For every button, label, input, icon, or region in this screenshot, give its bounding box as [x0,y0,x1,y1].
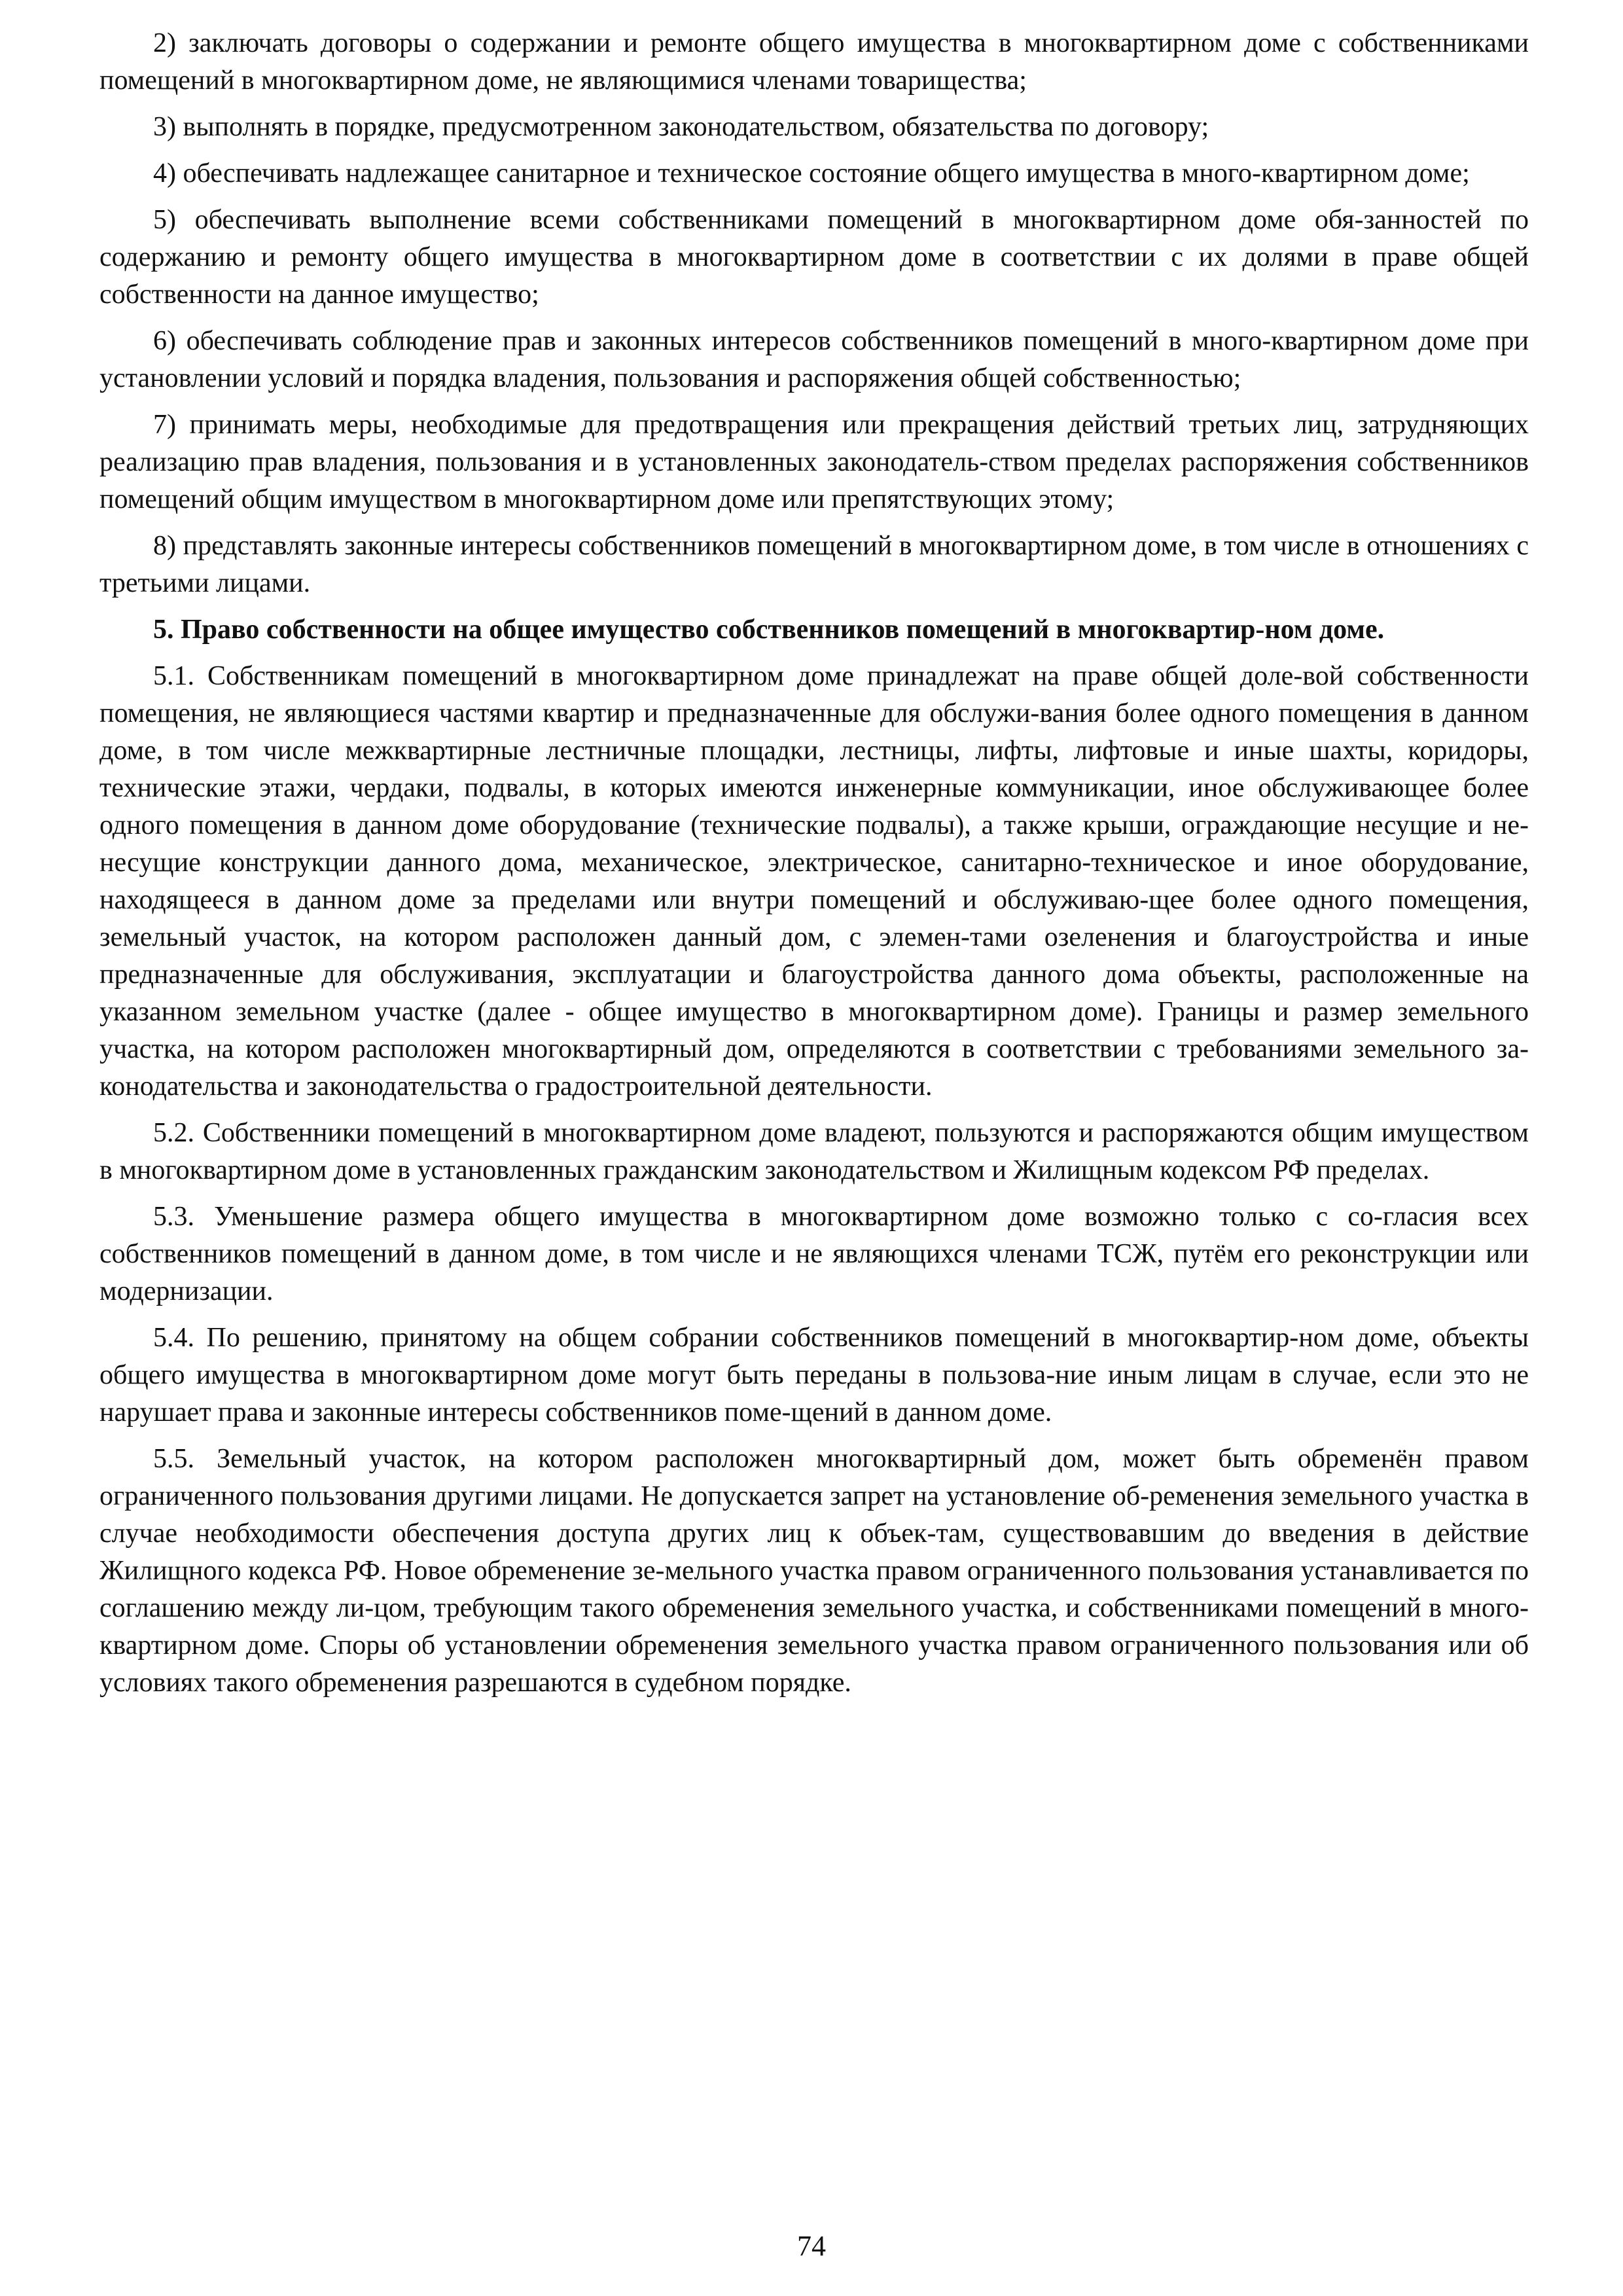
paragraph-5-4: 5.4. По решению, принятому на общем собрании собственников помещений в многоквартир-ном доме, объекты общего имущества в многоквартирном доме могут быть переданы в пользова-ние иным лицам в случае, если это не нарушает права и законные интересы собственников поме-щений в данном доме. [99,1323,1529,1427]
paragraph-item-5: 5) обеспечивать выполнение всеми собственниками помещений в многоквартирном доме обя-занностей по содержанию и ремонту общего имущества в многоквартирном доме в соответствии с их долями в праве общей собственности на данное имущество; [99,205,1529,310]
document-page [99,25,1529,1711]
paragraph-item-3: 3) выполнять в порядке, предусмотренном законодательством, обязательства по договору; [153,112,1209,142]
paragraph-5-1: 5.1. Собственникам помещений в многоквартирном доме принадлежат на праве общей доле-вой собственности помещения, не являющиеся частями квартир и предназначенные для обслужи-вания более одного помещения в данном доме, в том числе межквартирные лестничные площадки, лестницы, лифты, лифтовые и иные шахты, коридоры, технические этажи, чердаки, подвалы, в которых имеются инженерные коммуникации, иное обслуживающее более одного помещения в данном доме оборудование (технические подвалы), а также крыши, ограждающие несущие и не-несущие конструкции данного дома, механическое, электрическое, санитарно-техническое и иное оборудование, находящееся в данном доме за пределами или внутри помещений и обслуживаю-щее более одного помещения, земельный участок, на котором расположен данный дом, с элемен-тами озеленения и благоустройства и иные предназначенные для обслуживания, эксплуатации и благоустройства данного дома объекты, расположенные на указанном земельном участке (далее - общее имущество в многоквартирном доме). Границы и размер земельного участка, на котором расположен многоквартирный дом, определяются в соответствии с требованиями земельного за-конодательства и законодательства о градостроительной деятельности. [99,661,1529,1102]
paragraph-5-3: 5.3. Уменьшение размера общего имущества в многоквартирном доме возможно только с со-гласия всех собственников помещений в данном доме, в том числе и не являющихся членами ТСЖ, путём его реконструкции или модернизации. [99,1202,1529,1306]
paragraph-item-8: 8) представлять законные интересы собственников помещений в многоквартирном доме, в том числе в отношениях с третьими лицами. [99,531,1529,598]
paragraph-5-5: 5.5. Земельный участок, на котором расположен многоквартирный дом, может быть обременён правом ограниченного пользования другими лицами. Не допускается запрет на установление об-ременения земельного участка в случае необходимости обеспечения доступа других лиц к объек-там, существовавшим до введения в действие Жилищного кодекса РФ. Новое обременение зе-мельного участка правом ограниченного пользования устанавливается по соглашению между ли-цом, требующим такого обременения земельного участка, и собственниками помещений в много-квартирном доме. Споры об установлении обременения земельного участка правом ограниченного пользования или об условиях такого обременения разрешаются в судебном порядке. [99,1444,1529,1698]
page-number: 74 [797,2230,826,2262]
section-heading: 5. Право собственности на общее имущество собственников помещений в многоквартир-ном доме. [153,615,1385,645]
paragraph-item-4: 4) обеспечивать надлежащее санитарное и техническое состояние общего имущества в много-квартирном доме; [153,158,1470,188]
paragraph-item-2: 2) заключать договоры о содержании и ремонте общего имущества в многоквартирном доме с собственниками помещений в многоквартирном доме, не являющимися членами товарищества; [99,28,1529,96]
paragraph-item-6: 6) обеспечивать соблюдение прав и законных интересов собственников помещений в много-квартирном доме при установлении условий и порядка владения, пользования и распоряжения общей собственностью; [99,326,1529,393]
paragraph-item-7: 7) принимать меры, необходимые для предотвращения или прекращения действий третьих лиц, затрудняющих реализацию прав владения, пользования и в установленных законодатель-ством пределах распоряжения собственников помещений общим имуществом в многоквартирном доме или препятствующих этому; [99,410,1529,514]
paragraph-5-2: 5.2. Собственники помещений в многоквартирном доме владеют, пользуются и распоряжаются общим имуществом в многоквартирном доме в установленных гражданским законодательством и Жилищным кодексом РФ пределах. [99,1118,1529,1185]
